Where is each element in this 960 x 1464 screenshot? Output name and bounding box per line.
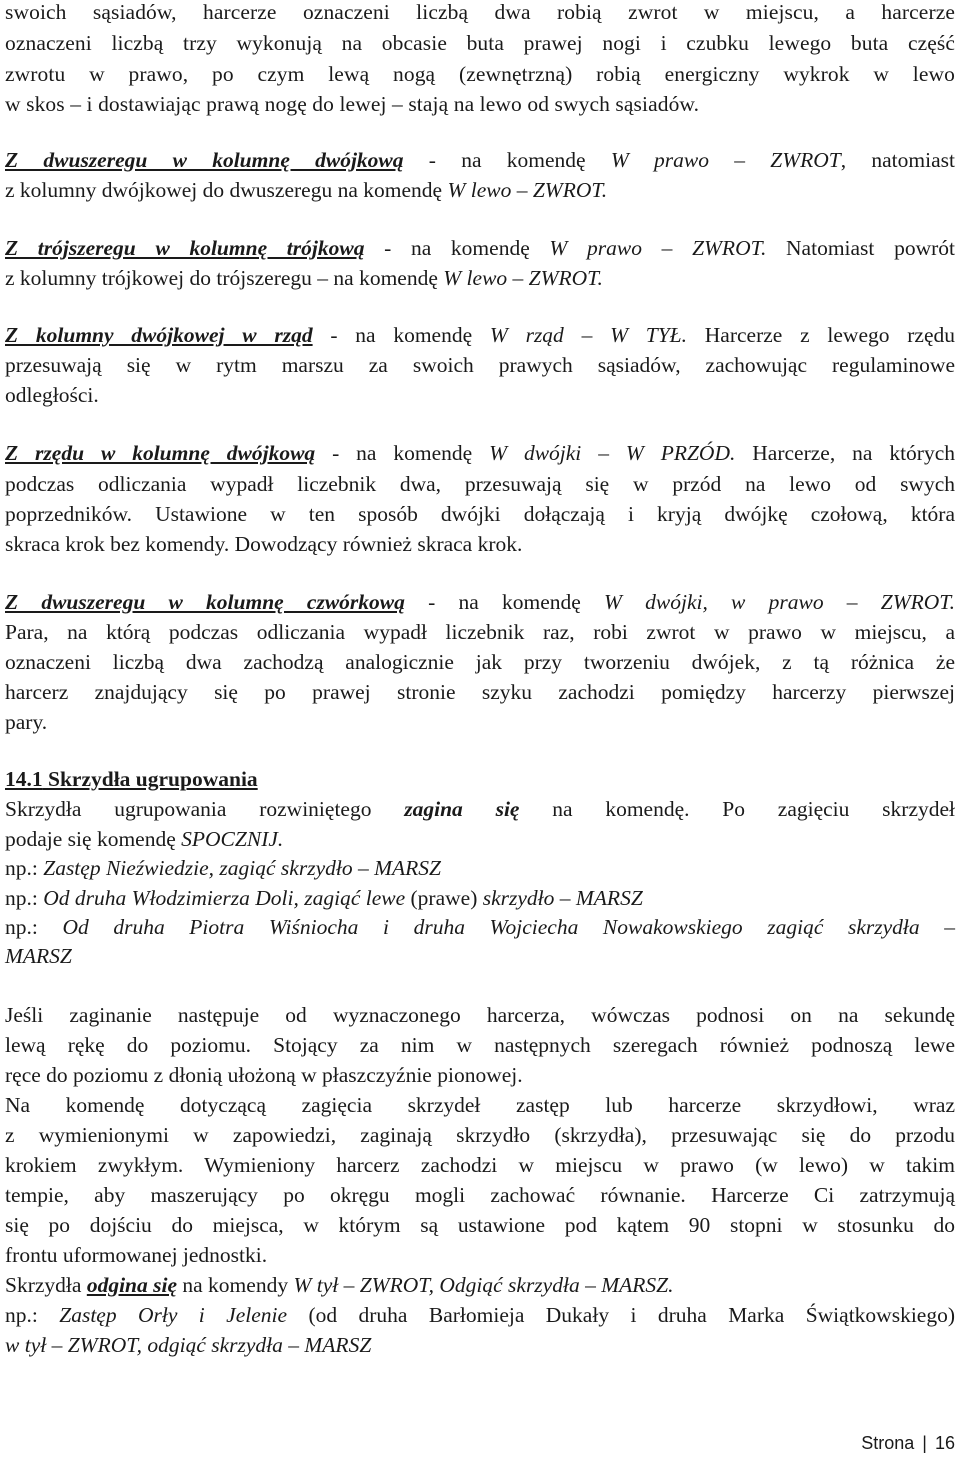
command-text: MARSZ xyxy=(5,944,72,968)
text-line: swoich sąsiadów, harcerze oznaczeni liczbą dwa robią zwrot w miejscu, a harcerze xyxy=(5,0,955,24)
footer-separator: | xyxy=(922,1433,927,1453)
inline-text: , natomiast xyxy=(840,148,955,172)
inline-text: z kolumny trójkowej do trójszeregu – na komendę xyxy=(5,266,444,290)
text-line: lewą rękę do poziomu. Stojący za nim w następnych szeregach również podnoszą lewe xyxy=(5,1033,955,1057)
emphasis-text: odgina się xyxy=(86,1273,178,1297)
paragraph-line xyxy=(5,266,603,291)
section-title: Skrzydła ugrupowania xyxy=(42,767,258,791)
paragraph-line xyxy=(5,323,955,348)
command-text: Od druha Piotra Wiśniocha i druha Wojciecha Nowakowskiego zagiąć skrzydła – xyxy=(62,915,955,939)
text-line: pary. xyxy=(5,710,48,734)
drill-heading: Z kolumny dwójkowej w rząd xyxy=(5,323,313,347)
footer-label: Strona xyxy=(861,1433,915,1453)
text-line: tempie, aby maszerujący po okręgu mogli zachować równanie. Harcerze Ci zatrzymują xyxy=(5,1183,955,1207)
inline-text: podaje się komendę xyxy=(5,827,182,851)
inline-text: Natomiast powrót xyxy=(766,236,955,260)
inline-text: - na komendę xyxy=(364,236,550,260)
inline-text: (prawe) xyxy=(405,886,483,910)
command-text: W lewo – ZWROT. xyxy=(447,178,608,202)
page-number: 16 xyxy=(934,1433,955,1453)
example-line xyxy=(5,886,643,911)
inline-text: - na komendę xyxy=(315,441,490,465)
drill-heading: Z dwuszeregu w kolumnę czwórkową xyxy=(5,590,405,614)
text-line: Na komendę dotyczącą zagięcia skrzydeł zastęp lub harcerze skrzydłowi, wraz xyxy=(5,1093,955,1117)
command-text: Od druha Włodzimierza Doli, zagiąć lewe xyxy=(43,886,406,910)
command-text: SPOCZNIJ. xyxy=(181,827,284,851)
section-heading xyxy=(5,767,258,792)
inline-text: - na komendę xyxy=(403,148,611,172)
example-line xyxy=(5,915,955,940)
paragraph-line xyxy=(5,797,955,822)
text-line: oznaczeni liczbą dwa zachodzą analogicznie jak przy tworzeniu dwójek, z tą różnica że xyxy=(5,650,955,674)
text-line: zwrotu w prawo, po czym lewą nogą (zewnętrzną) robią energiczny wykrok w lewo xyxy=(5,62,955,86)
command-text: skrzydło – MARSZ xyxy=(482,886,643,910)
command-text: W lewo – ZWROT. xyxy=(443,266,603,290)
inline-text: na komendy xyxy=(177,1273,294,1297)
command-text: W prawo – ZWROT. xyxy=(549,236,767,260)
inline-text: Harcerze, na których xyxy=(735,441,955,465)
command-text: W rząd – W TYŁ. xyxy=(489,323,688,347)
text-line: Para, na którą podczas odliczania wypadł liczebnik raz, robi zwrot w prawo w miejscu, a xyxy=(5,620,955,644)
inline-text: z kolumny dwójkowej do dwuszeregu na komendę xyxy=(5,178,448,202)
example-prefix: np.: xyxy=(5,856,44,880)
example-prefix: np.: xyxy=(5,886,44,910)
command-text: W prawo – ZWROT xyxy=(610,148,841,172)
inline-text: Skrzydła xyxy=(5,1273,87,1297)
inline-text: Skrzydła ugrupowania rozwiniętego xyxy=(5,797,405,821)
command-text: W dwójki, w prawo – ZWROT. xyxy=(604,590,956,614)
command-text: w tył – ZWROT, odgiąć skrzydła – MARSZ xyxy=(5,1333,372,1357)
command-text: Zastęp Orły i Jelenie xyxy=(59,1303,288,1327)
paragraph-line xyxy=(5,1273,673,1298)
text-line: krokiem zwykłym. Wymieniony harcerz zachodzi w miejscu w prawo (w lewo) w takim xyxy=(5,1153,955,1177)
page-footer xyxy=(861,1433,955,1454)
command-text: W tył – ZWROT, Odgiąć skrzydła – MARSZ. xyxy=(293,1273,674,1297)
example-line xyxy=(5,1303,955,1328)
paragraph-line xyxy=(5,178,607,203)
paragraph-line xyxy=(5,827,283,852)
command-text: W dwójki – W PRZÓD. xyxy=(489,441,736,465)
text-line: przesuwają się w rytm marszu za swoich prawych sąsiadów, zachowując regulaminowe xyxy=(5,353,955,377)
emphasis-text: zagina się xyxy=(404,797,520,821)
paragraph-line xyxy=(5,590,955,615)
text-line: oznaczeni liczbą trzy wykonują na obcasie buta prawej nogi i czubku lewego buta część xyxy=(5,31,955,55)
text-line: odległości. xyxy=(5,383,99,407)
command-text: Zastęp Nieźwiedzie, zagiąć skrzydło – MARSZ xyxy=(43,856,441,880)
inline-text: Harcerze z lewego rzędu xyxy=(687,323,955,347)
text-line: harcerz znajdujący się po prawej stronie szyku zachodzi pomiędzy harcerzy pierwszej xyxy=(5,680,955,704)
paragraph-line xyxy=(5,148,955,173)
drill-heading: Z dwuszeregu w kolumnę dwójkową xyxy=(5,148,404,172)
text-line: w skos – i dostawiając prawą nogę do lewej – stają na lewo od swych sąsiadów. xyxy=(5,92,700,116)
drill-heading: Z trójszeregu w kolumnę trójkową xyxy=(5,236,365,260)
text-line: podczas odliczania wypadł liczebnik dwa, przesuwają się w przód na lewo od swych xyxy=(5,472,955,496)
inline-text: (od druha Barłomieja Dukały i druha Marka Świątkowskiego) xyxy=(287,1303,955,1327)
paragraph-line xyxy=(5,441,955,466)
text-line: frontu uformowanej jednostki. xyxy=(5,1243,268,1267)
text-line: się po dojściu do miejsca, w którym są ustawione pod kątem 90 stopni w stosunku do xyxy=(5,1213,955,1237)
text-line: ręce do poziomu z dłonią ułożoną w płaszczyźnie pionowej. xyxy=(5,1063,523,1087)
paragraph-line xyxy=(5,236,955,261)
inline-text: - na komendę xyxy=(404,590,605,614)
example-prefix: np.: xyxy=(5,915,63,939)
text-line: Jeśli zaginanie następuje od wyznaczonego harcerza, wówczas podnosi on na sekundę xyxy=(5,1003,955,1027)
text-line: z wymienionymi w zapowiedzi, zaginają skrzydło (skrzydła), przesuwając się do przodu xyxy=(5,1123,955,1147)
text-line: skraca krok bez komendy. Dowodzący również skraca krok. xyxy=(5,532,523,556)
section-number: 14.1 xyxy=(5,767,43,791)
inline-text: na komendę. Po zagięciu skrzydeł xyxy=(519,797,956,821)
example-prefix: np.: xyxy=(5,1303,60,1327)
text-line: poprzedników. Ustawione w ten sposób dwójki dołączają i kryją dwójkę czołową, która xyxy=(5,502,955,526)
example-line xyxy=(5,856,441,881)
inline-text: - na komendę xyxy=(312,323,490,347)
drill-heading: Z rzędu w kolumnę dwójkową xyxy=(5,441,316,465)
